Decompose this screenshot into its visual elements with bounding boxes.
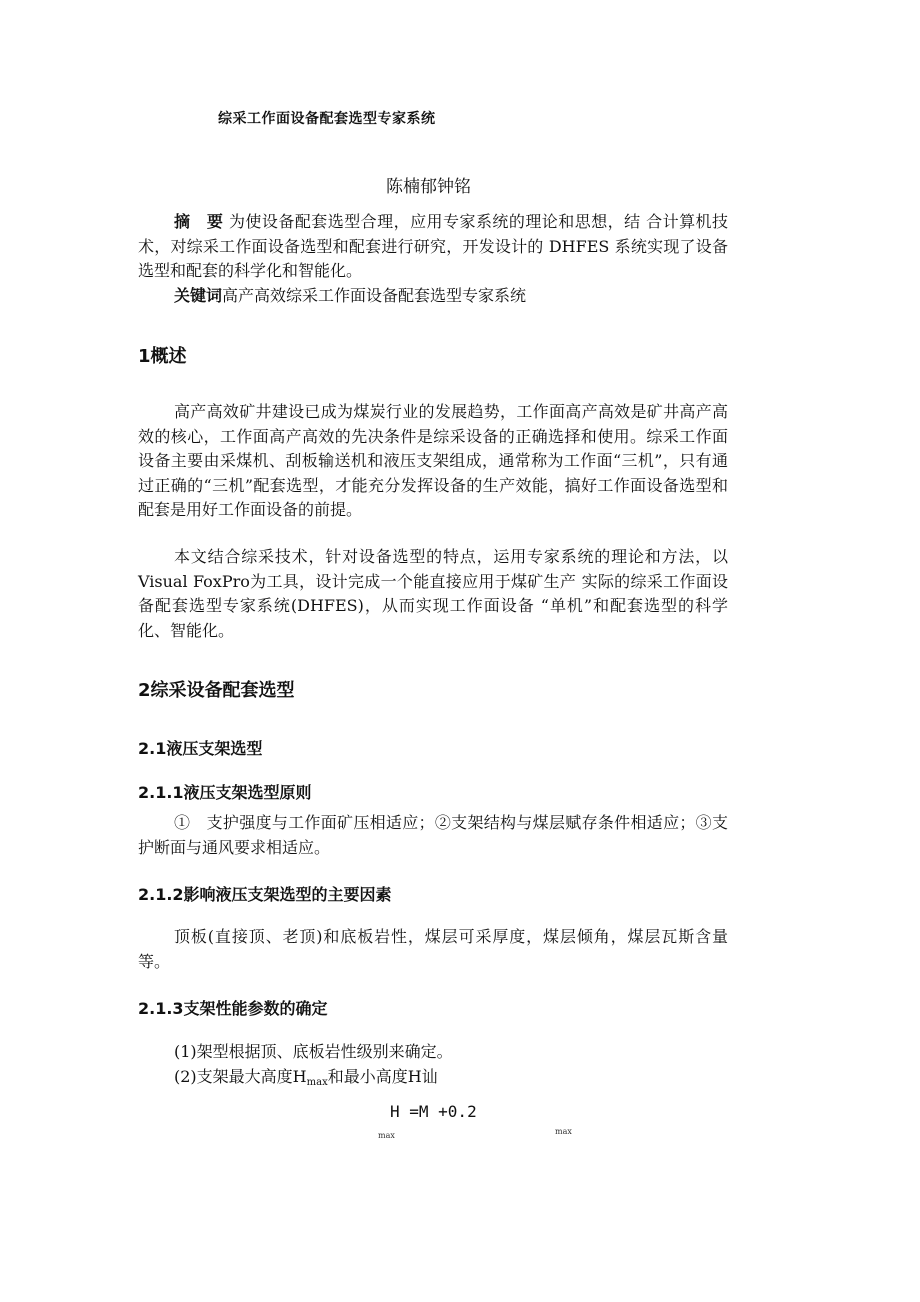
list-item-2-pre: (2)支架最大高度H [174, 1067, 307, 1086]
subsection-2-1-heading: 2.1液压支架选型 [138, 739, 263, 758]
list-item-2-post: 和最小高度H讪 [327, 1067, 438, 1086]
list-item-2-subscript: max [306, 1077, 328, 1088]
formula-subscript-right: max [555, 1127, 572, 1136]
subsection-2-1-2-text: 顶板(直接顶、老顶)和底板岩性，煤层可采厚度，煤层倾角，煤层瓦斯含量等。 [138, 927, 728, 971]
keywords-text: 高产高效综采工作面设备配套选型专家系统 [222, 286, 527, 305]
list-item-1: (1)架型根据顶、底板岩性级别来确定。 [174, 1042, 453, 1061]
list-item-2 [138, 1065, 728, 1096]
formula-main: H =M +0.2 [390, 1102, 477, 1121]
subsection-2-1-1-heading: 2.1.1液压支架选型原则 [138, 783, 312, 802]
abstract [138, 210, 728, 284]
authors: 陈楠郁钟铭 [386, 177, 471, 197]
keywords [138, 284, 728, 309]
subsection-2-1-2-heading: 2.1.2影响液压支架选型的主要因素 [138, 885, 392, 904]
document-title: 综采工作面设备配套选型专家系统 [218, 111, 436, 127]
abstract-text: 为使设备配套选型合理，应用专家系统的理论和思想，结 合计算机技术，对综采工作面设备选型和配套进行研究，开发设计的 DHFES 系统实现了设备选型和配套的科学化和智能化。 [138, 212, 728, 280]
keywords-label: 关键词 [174, 286, 223, 305]
subsection-2-1-1-text: ① 支护强度与工作面矿压相适应；②支架结构与煤层赋存条件相适应；③支护断面与通风要求相适应。 [138, 813, 728, 857]
formula-subscript-left: max [378, 1131, 395, 1140]
abstract-label: 摘 要 [174, 212, 224, 231]
section-2-heading: 2综采设备配套选型 [138, 680, 295, 701]
section-1-heading: 1概述 [138, 346, 187, 367]
section-1-paragraph-1: 高产高效矿井建设已成为煤炭行业的发展趋势，工作面高产高效是矿井高产高效的核心，工作面高产高效的先决条件是综采设备的正确选择和使用。综采工作面设备主要由采煤机、刮板输送机和液压支架组成，通常称为工作面“三机”，只有通过正确的“三机”配套选型，才能充分发挥设备的生产效能，搞好工作面设备选型和配套是用好工作面设备的前提。 [138, 402, 728, 519]
subsection-2-1-3-heading: 2.1.3支架性能参数的确定 [138, 999, 328, 1018]
section-1-paragraph-2: 本文结合综采技术，针对设备选型的特点，运用专家系统的理论和方法，以Visual FoxPro为工具，设计完成一个能直接应用于煤矿生产 实际的综采工作面设备配套选型专家系统(DHFES)，从而实现工作面设备 “单机”和配套选型的科学化、智能化。 [138, 547, 728, 640]
